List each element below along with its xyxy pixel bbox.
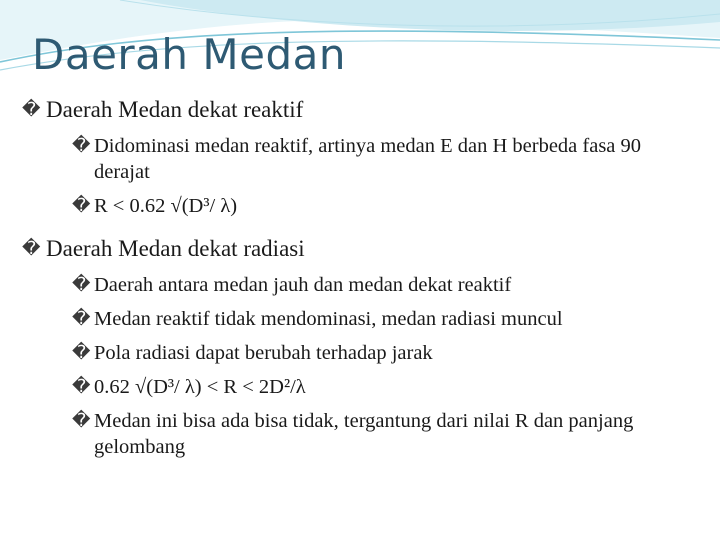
list-item [22,193,682,219]
bullet-icon: � [72,376,91,397]
list-item [22,133,682,185]
list-item-text: R < 0.62 √(D³/ λ) [94,195,238,217]
list-item-text: Didominasi medan reaktif, artinya medan E dan H berbeda fasa 90 derajat [94,135,642,183]
list-item [22,374,682,400]
list-item-text: Pola radiasi dapat berubah terhadap jarak [94,342,433,364]
slide-title: Daerah Medan [32,30,346,79]
section-heading [22,233,682,264]
list-item-text: Daerah antara medan jauh dan medan dekat reaktif [94,274,512,296]
list-item [22,340,682,366]
bullet-icon: � [72,308,91,329]
section-heading-text: Daerah Medan dekat radiasi [46,236,305,261]
bullet-icon: � [72,195,91,216]
list-item-text: 0.62 √(D³/ λ) < R < 2D²/λ [94,376,306,398]
list-item [22,306,682,332]
section-heading [22,94,682,125]
bullet-icon: � [72,410,91,431]
list-item-text: Medan reaktif tidak mendominasi, medan radiasi muncul [94,308,563,330]
list-item [22,408,682,460]
bullet-icon: � [22,99,41,120]
list-item-text: Medan ini bisa ada bisa tidak, tergantung dari nilai R dan panjang gelombang [94,410,634,458]
bullet-icon: � [22,238,41,259]
bullet-icon: � [72,274,91,295]
bullet-icon: � [72,135,91,156]
slide-body [22,92,682,460]
section-heading-text: Daerah Medan dekat reaktif [46,97,304,122]
bullet-icon: � [72,342,91,363]
list-item [22,272,682,298]
